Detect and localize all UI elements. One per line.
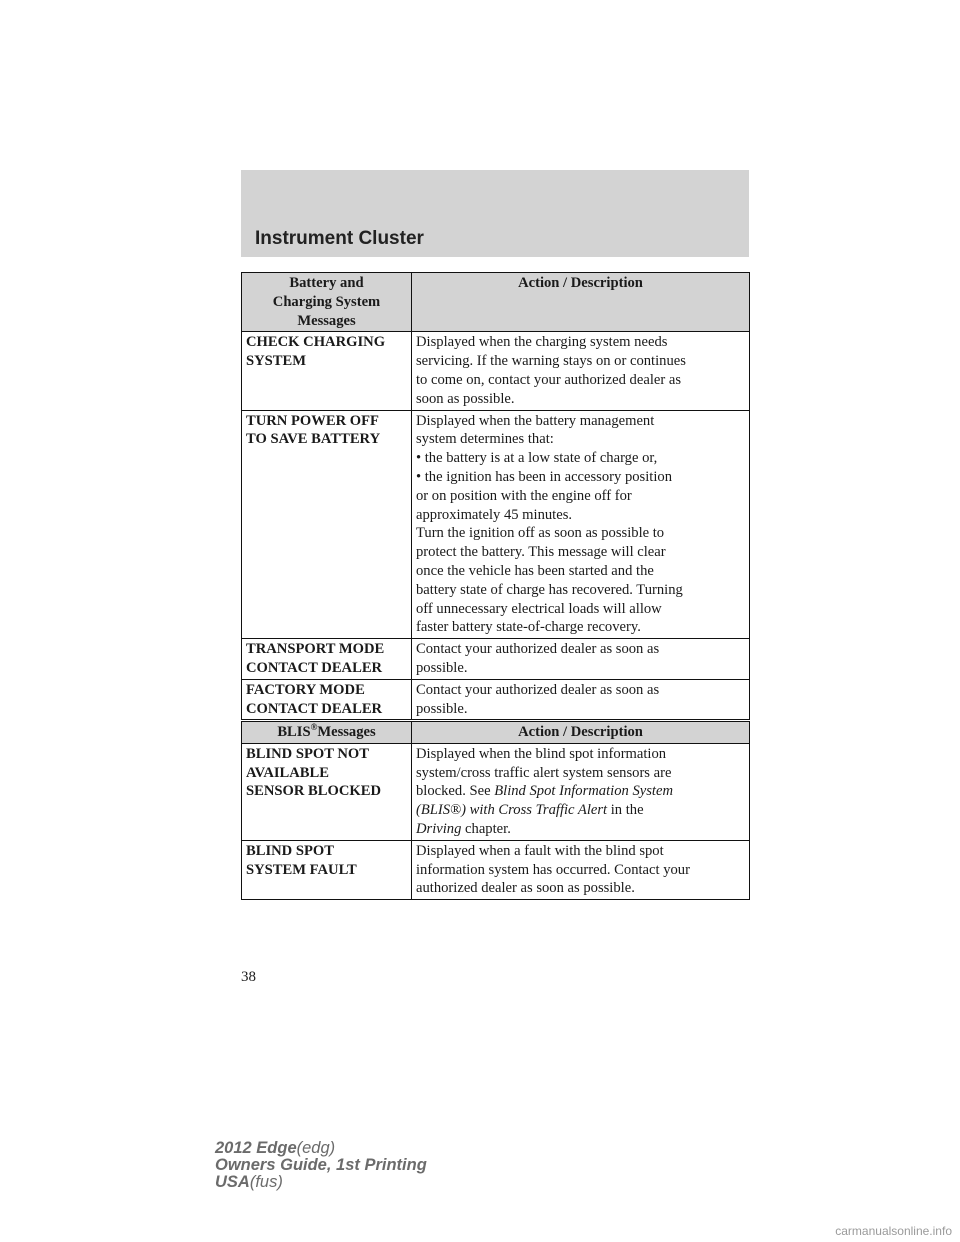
registered-mark: ® — [310, 722, 318, 733]
print-footer: 2012 Edge(edg) Owners Guide, 1st Printing USA(fus) — [215, 1139, 427, 1191]
message-cell: FACTORY MODE CONTACT DEALER — [242, 679, 412, 720]
message-cell: TRANSPORT MODE CONTACT DEALER — [242, 639, 412, 680]
message-cell: BLIND SPOT NOT AVAILABLE SENSOR BLOCKED — [242, 743, 412, 840]
table-row — [242, 743, 750, 840]
battery-col1-header: Battery and Charging System Messages — [242, 273, 412, 332]
message-cell: TURN POWER OFF TO SAVE BATTERY — [242, 410, 412, 639]
battery-col2-header: Action / Description — [412, 273, 750, 332]
section-title: Instrument Cluster — [255, 228, 424, 249]
blis-col1-header: BLIS®Messages — [242, 722, 412, 744]
table-row — [242, 332, 750, 410]
message-cell: CHECK CHARGING SYSTEM — [242, 332, 412, 410]
table-header-row — [242, 273, 750, 332]
table-row — [242, 639, 750, 680]
table-row — [242, 410, 750, 639]
cross-reference: (BLIS®) with Cross Traffic Alert — [416, 802, 608, 819]
watermark: carmanualsonline.info — [835, 1224, 952, 1238]
description-cell: Contact your authorized dealer as soon as possible. — [412, 679, 750, 720]
battery-messages-table — [241, 272, 750, 720]
table-header-row — [242, 722, 750, 744]
table-row — [242, 840, 750, 899]
description-cell: Displayed when the charging system needs servicing. If the warning stays on or continues to come on, contact your authorized dealer as soon as possible. — [412, 332, 750, 410]
description-cell: Displayed when the battery management system determines that: • the battery is at a low state of charge or, • the ignition has been in accessory position or on position with the engine off for approximately 45 minutes. Turn the ignition off as soon as possible to protect the battery. This message will clear once the vehicle has been started and the battery state of charge has recovered. Turning off unnecessary electrical loads will allow faster battery state-of-charge recovery. — [412, 410, 750, 639]
table-row — [242, 679, 750, 720]
description-cell: Displayed when the blind spot information system/cross traffic alert system sensors are blocked. See Blind Spot Information System (BLIS®) with Cross Traffic Alert in the Driving chapter. — [412, 743, 750, 840]
page-number: 38 — [241, 969, 256, 985]
description-cell: Displayed when a fault with the blind spot information system has occurred. Contact your authorized dealer as soon as possible. — [412, 840, 750, 899]
cross-reference: Blind Spot Information System — [494, 783, 673, 800]
blis-col2-header: Action / Description — [412, 722, 750, 744]
chapter-reference: Driving — [416, 820, 462, 837]
blis-messages-table — [241, 721, 750, 900]
message-cell: BLIND SPOT SYSTEM FAULT — [242, 840, 412, 899]
description-cell: Contact your authorized dealer as soon as possible. — [412, 639, 750, 680]
